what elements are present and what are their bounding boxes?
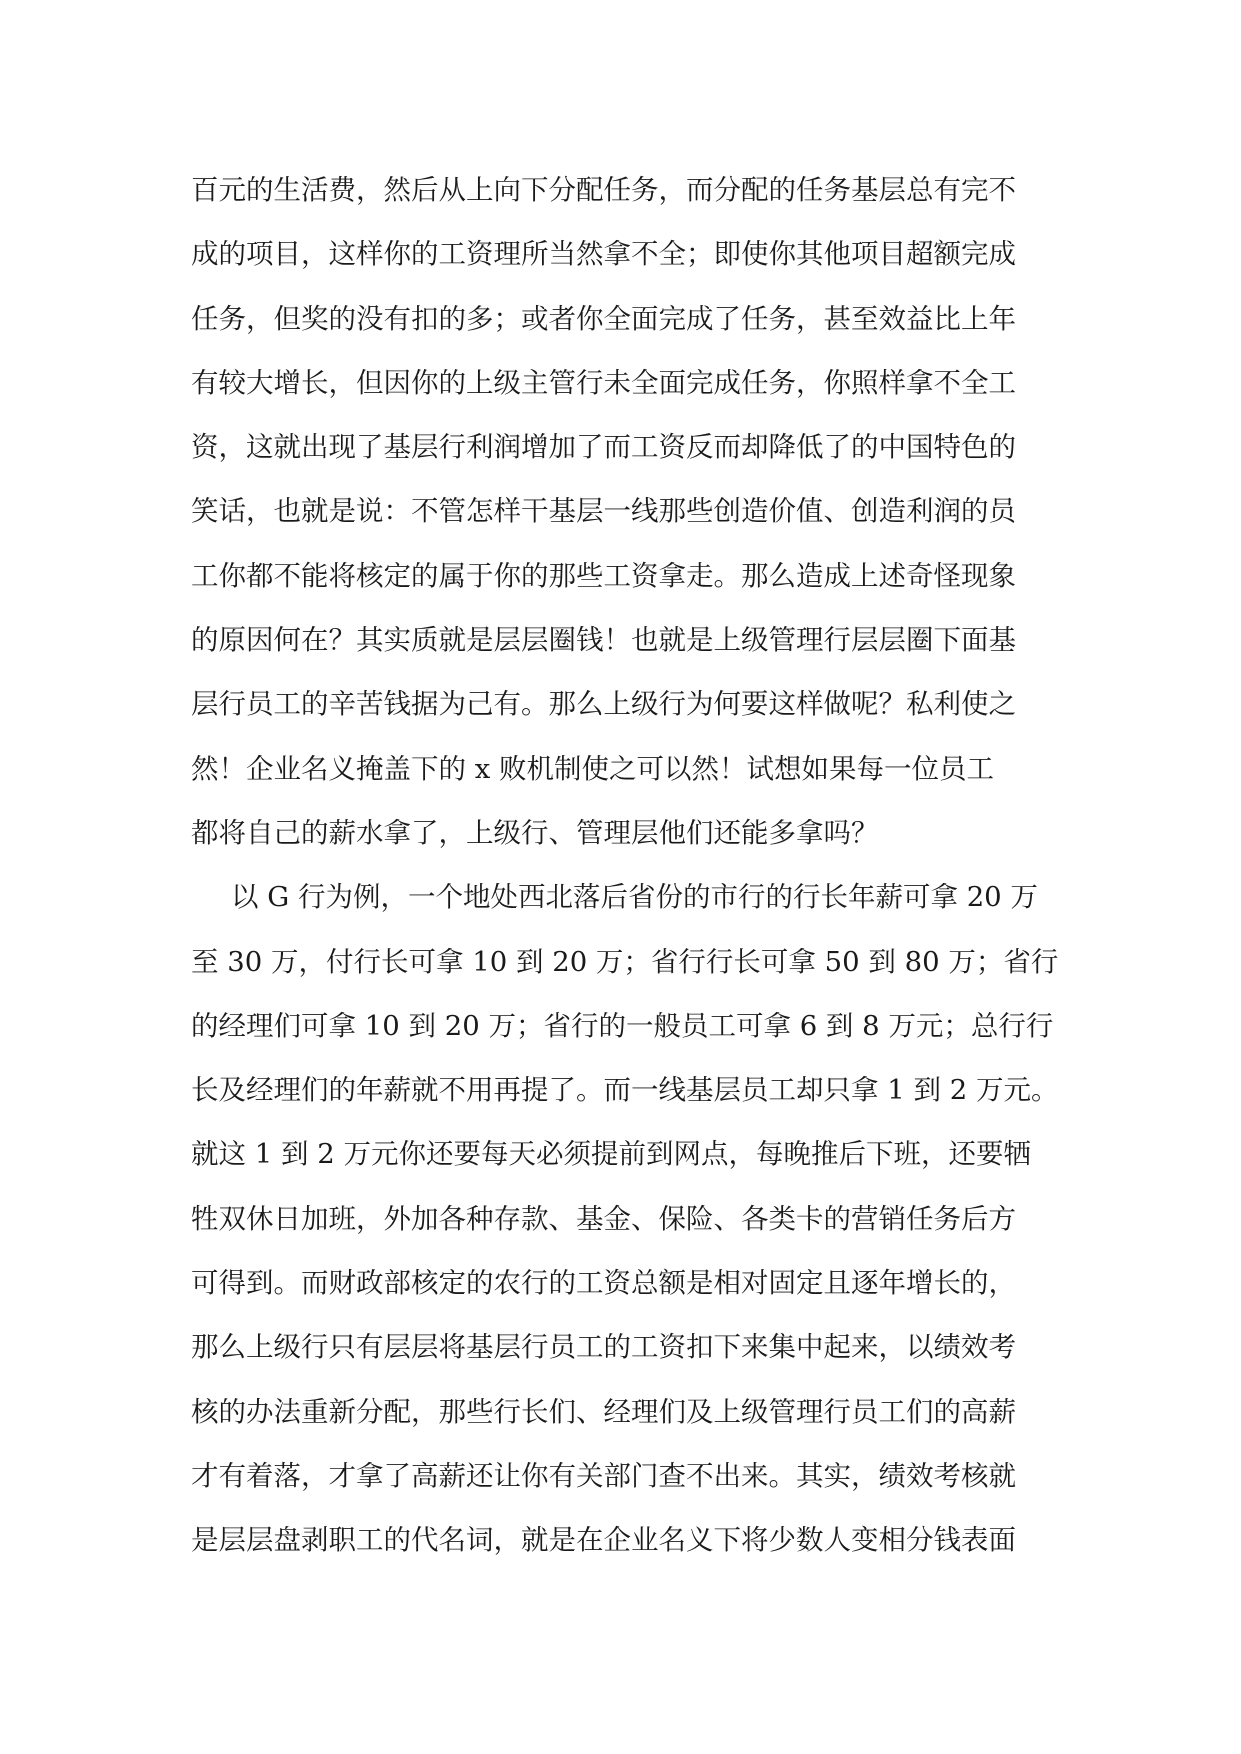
text-line: 的原因何在？其实质就是层层圈钱！也就是上级管理行层层圈下面基 [191, 624, 1016, 657]
text-line: 长及经理们的年薪就不用再提了。而一线基层员工却只拿 1 到 2 万元。 [191, 1074, 1059, 1107]
text-line: 核的办法重新分配，那些行长们、经理们及上级管理行员工们的高薪 [191, 1395, 1016, 1428]
text-line: 牲双休日加班，外加各种存款、基金、保险、各类卡的营销任务后方 [191, 1202, 1016, 1235]
text-line: 那么上级行只有层层将基层行员工的工资扣下来集中起来，以绩效考 [191, 1331, 1016, 1364]
text-line: 的经理们可拿 10 到 20 万；省行的一般员工可拿 6 到 8 万元；总行行 [191, 1009, 1054, 1042]
text-line: 就这 1 到 2 万元你还要每天必须提前到网点，每晚推后下班，还要牺 [191, 1138, 1031, 1171]
text-line: 成的项目，这样你的工资理所当然拿不全；即使你其他项目超额完成 [191, 238, 1016, 271]
text-line: 层行员工的辛苦钱据为己有。那么上级行为何要这样做呢？私利使之 [191, 688, 1016, 721]
text-line: 至 30 万，付行长可拿 10 到 20 万；省行行长可拿 50 到 80 万；省行 [191, 945, 1059, 978]
text-line: 然！企业名义掩盖下的 x 败机制使之可以然！试想如果每一位员工 [191, 752, 994, 785]
text-line: 资，这就出现了基层行利润增加了而工资反而却降低了的中国特色的 [191, 431, 1016, 464]
text-line: 都将自己的薪水拿了，上级行、管理层他们还能多拿吗？ [191, 816, 879, 849]
text-line: 任务，但奖的没有扣的多；或者你全面完成了任务，甚至效益比上年 [191, 302, 1016, 335]
text-line: 可得到。而财政部核定的农行的工资总额是相对固定且逐年增长的， [191, 1267, 1016, 1300]
text-line: 才有着落，才拿了高薪还让你有关部门查不出来。其实，绩效考核就 [191, 1459, 1016, 1492]
body-text [191, 158, 1059, 1573]
text-line: 是层层盘剥职工的代名词，就是在企业名义下将少数人变相分钱表面 [191, 1524, 1016, 1557]
text-line: 工你都不能将核定的属于你的那些工资拿走。那么造成上述奇怪现象 [191, 559, 1016, 592]
text-line: 百元的生活费，然后从上向下分配任务，而分配的任务基层总有完不 [191, 174, 1016, 206]
text-line: 有较大增长，但因你的上级主管行未全面完成任务，你照样拿不全工 [191, 366, 1016, 399]
text-line: 笑话，也就是说：不管怎样干基层一线那些创造价值、创造利润的员 [191, 495, 1016, 528]
paragraph-start-line: 以 G 行为例，一个地处西北落后省份的市行的行长年薪可拿 20 万 [231, 881, 1038, 914]
